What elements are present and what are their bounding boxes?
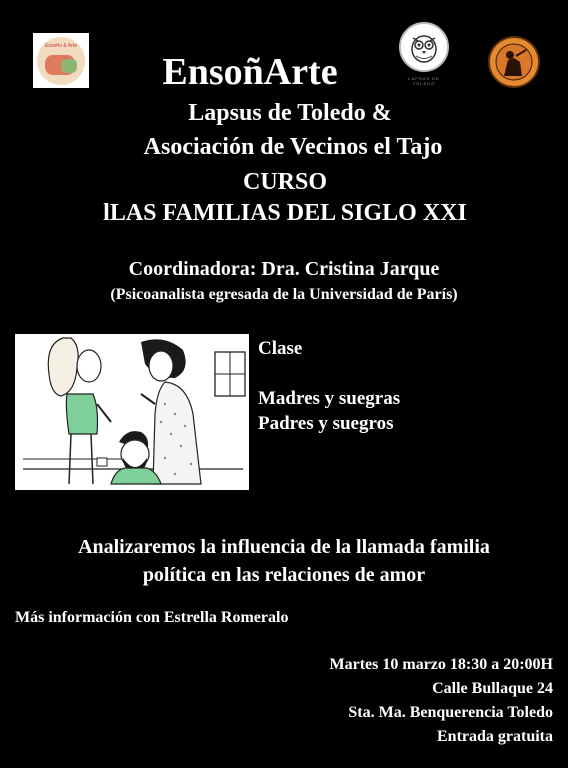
coordinator-credentials: (Psicoanalista egresada de la Universidad de París) [110,286,458,303]
family-illustration [15,334,249,490]
coordinator-name: Coordinadora: Dra. Cristina Jarque [128,258,440,280]
event-address: Calle Bullaque 24 [432,680,553,697]
event-location: Sta. Ma. Benquerencia Toledo [348,704,553,721]
description-line-2: política en las relaciones de amor [142,564,426,586]
course-name: lLAS FAMILIAS DEL SIGLO XXI [103,200,467,226]
description-line-1: Analizaremos la influencia de la llamada familia [78,536,490,558]
logo-left-text: Ensoño & Arte [45,42,77,49]
class-heading: Clase [258,338,303,359]
contact-info: Más información con Estrella Romeralo [15,609,289,626]
class-info [258,336,400,436]
course-label: CURSO [242,169,327,195]
page-title: EnsoñArte [162,51,338,93]
class-topic-2: Padres y suegros [258,413,394,434]
lapsus-logo-caption: LAPSUS DE TOLEDO [408,76,440,86]
family-argument-illustration [15,334,249,490]
organizer-line-2: Asociación de Vecinos el Tajo [143,134,443,160]
event-details [330,653,554,749]
class-topic-1: Madres y suegras [258,388,401,409]
event-datetime: Martes 10 marzo 18:30 a 20:00H [329,656,553,673]
organizer-line-1: Lapsus de Toledo & [188,100,392,126]
greek-vase-icon [494,42,534,82]
course-description [0,533,568,589]
event-admission: Entrada gratuita [437,728,553,745]
